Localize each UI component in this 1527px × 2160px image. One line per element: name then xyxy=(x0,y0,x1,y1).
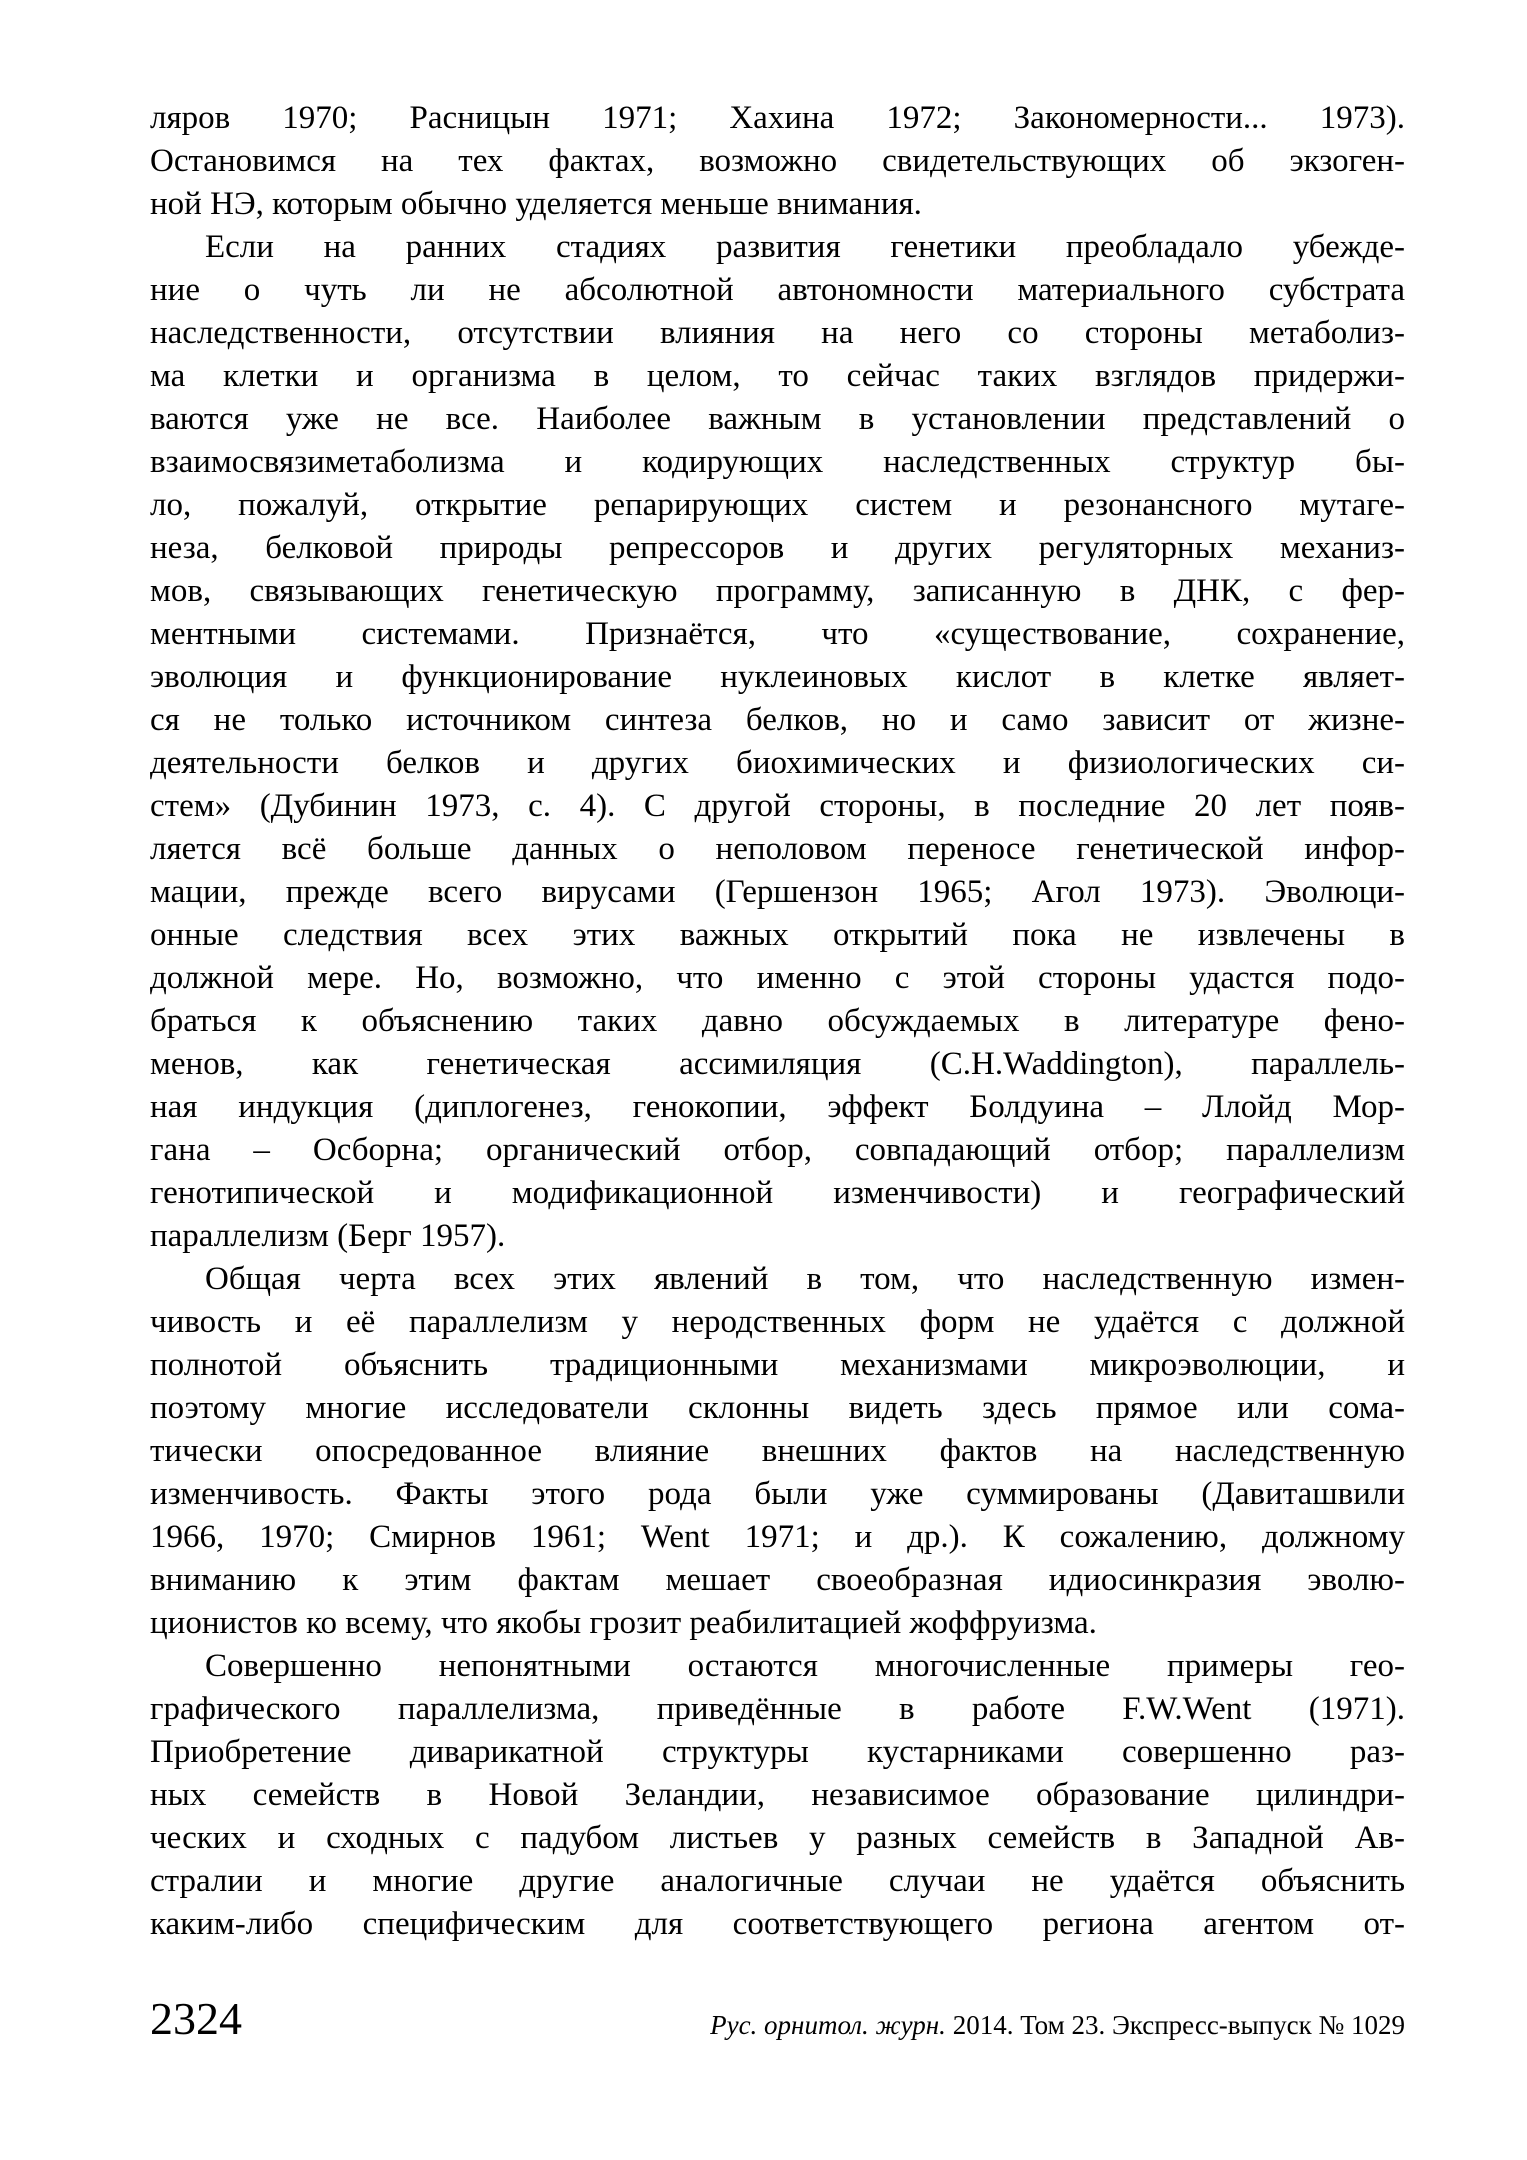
text-line: мов, связывающих генетическую программу, записанную в ДНК, с фер- xyxy=(150,573,1405,609)
text-line: ной НЭ, которым обычно уделяется меньше внимания. xyxy=(150,186,922,222)
text-line: деятельности белков и других биохимических и физиологических си- xyxy=(150,745,1405,781)
text-line: каким-либо специфическим для соответствующего региона агентом от- xyxy=(150,1906,1405,1942)
text-line: браться к объяснению таких давно обсуждаемых в литературе фено- xyxy=(150,1003,1405,1039)
text-line: ментными системами. Признаётся, что «существование, сохранение, xyxy=(150,616,1405,652)
body-text xyxy=(150,97,1405,1946)
text-line: Совершенно непонятными остаются многочисленные примеры гео- xyxy=(205,1648,1405,1684)
text-line: неза, белковой природы репрессоров и других регуляторных механиз- xyxy=(150,530,1405,566)
text-line: параллелизм (Берг 1957). xyxy=(150,1218,506,1254)
text-line: эволюция и функционирование нуклеиновых кислот в клетке являет- xyxy=(150,659,1405,695)
text-line: гана – Осборна; органический отбор, совпадающий отбор; параллелизм xyxy=(150,1132,1405,1168)
text-line: ционистов ко всему, что якобы грозит реабилитацией жоффруизма. xyxy=(150,1605,1097,1641)
text-line: ма клетки и организма в целом, то сейчас таких взглядов придержи- xyxy=(150,358,1405,394)
text-line: генотипической и модификационной изменчивости) и географический xyxy=(150,1175,1405,1211)
journal-issue-info: 2014. Том 23. Экспресс-выпуск № 1029 xyxy=(945,2010,1405,2040)
text-line: Остановимся на тех фактах, возможно свидетельствующих об экзоген- xyxy=(150,143,1405,179)
text-line: ных семейств в Новой Зеландии, независимое образование цилиндри- xyxy=(150,1777,1405,1813)
text-line: ческих и сходных с падубом листьев у разных семейств в Западной Ав- xyxy=(150,1820,1405,1856)
text-line: ло, пожалуй, открытие репарирующих систем и резонансного мутаге- xyxy=(150,487,1405,523)
text-line: ся не только источником синтеза белков, но и само зависит от жизне- xyxy=(150,702,1405,738)
journal-reference xyxy=(710,2012,1405,2039)
text-line: наследственности, отсутствии влияния на него со стороны метаболиз- xyxy=(150,315,1405,351)
text-line: ваются уже не все. Наиболее важным в установлении представлений о xyxy=(150,401,1405,437)
text-line: тически опосредованное влияние внешних фактов на наследственную xyxy=(150,1433,1405,1469)
text-line: ляется всё больше данных о неполовом переносе генетической инфор- xyxy=(150,831,1405,867)
text-line: изменчивость. Факты этого рода были уже суммированы (Давиташвили xyxy=(150,1476,1405,1512)
text-line: вниманию к этим фактам мешает своеобразная идиосинкразия эволю- xyxy=(150,1562,1405,1598)
text-line: чивость и её параллелизм у неродственных форм не удаётся с должной xyxy=(150,1304,1405,1340)
text-line: ляров 1970; Расницын 1971; Хахина 1972; Закономерности... 1973). xyxy=(150,100,1405,136)
text-line: ная индукция (диплогенез, генокопии, эффект Болдуина – Ллойд Мор- xyxy=(150,1089,1405,1125)
text-line: стем» (Дубинин 1973, с. 4). С другой стороны, в последние 20 лет появ- xyxy=(150,788,1405,824)
page-footer xyxy=(150,1993,1405,2044)
text-line: Приобретение диварикатной структуры кустарниками совершенно раз- xyxy=(150,1734,1405,1770)
text-line: должной мере. Но, возможно, что именно с этой стороны удастся подо- xyxy=(150,960,1405,996)
text-line: взаимосвязиметаболизма и кодирующих наследственных структур бы- xyxy=(150,444,1405,480)
text-line: поэтому многие исследователи склонны видеть здесь прямое или сома- xyxy=(150,1390,1405,1426)
text-line: графического параллелизма, приведённые в работе F.W.Went (1971). xyxy=(150,1691,1405,1727)
text-line: Общая черта всех этих явлений в том, что наследственную измен- xyxy=(205,1261,1405,1297)
text-line: мации, прежде всего вирусами (Гершензон 1965; Агол 1973). Эволюци- xyxy=(150,874,1405,910)
page-number: 2324 xyxy=(150,1993,242,2044)
text-line: стралии и многие другие аналогичные случаи не удаётся объяснить xyxy=(150,1863,1405,1899)
journal-title-abbrev: Рус. орнитол. журн. xyxy=(710,2010,946,2040)
text-line: полнотой объяснить традиционными механизмами микроэволюции, и xyxy=(150,1347,1405,1383)
text-line: менов, как генетическая ассимиляция (C.H.Waddington), параллель- xyxy=(150,1046,1405,1082)
text-line: ние о чуть ли не абсолютной автономности материального субстрата xyxy=(150,272,1405,308)
text-line: 1966, 1970; Смирнов 1961; Went 1971; и др.). К сожалению, должному xyxy=(150,1519,1405,1555)
text-line: онные следствия всех этих важных открытий пока не извлечены в xyxy=(150,917,1405,953)
text-line: Если на ранних стадиях развития генетики преобладало убежде- xyxy=(205,229,1405,265)
